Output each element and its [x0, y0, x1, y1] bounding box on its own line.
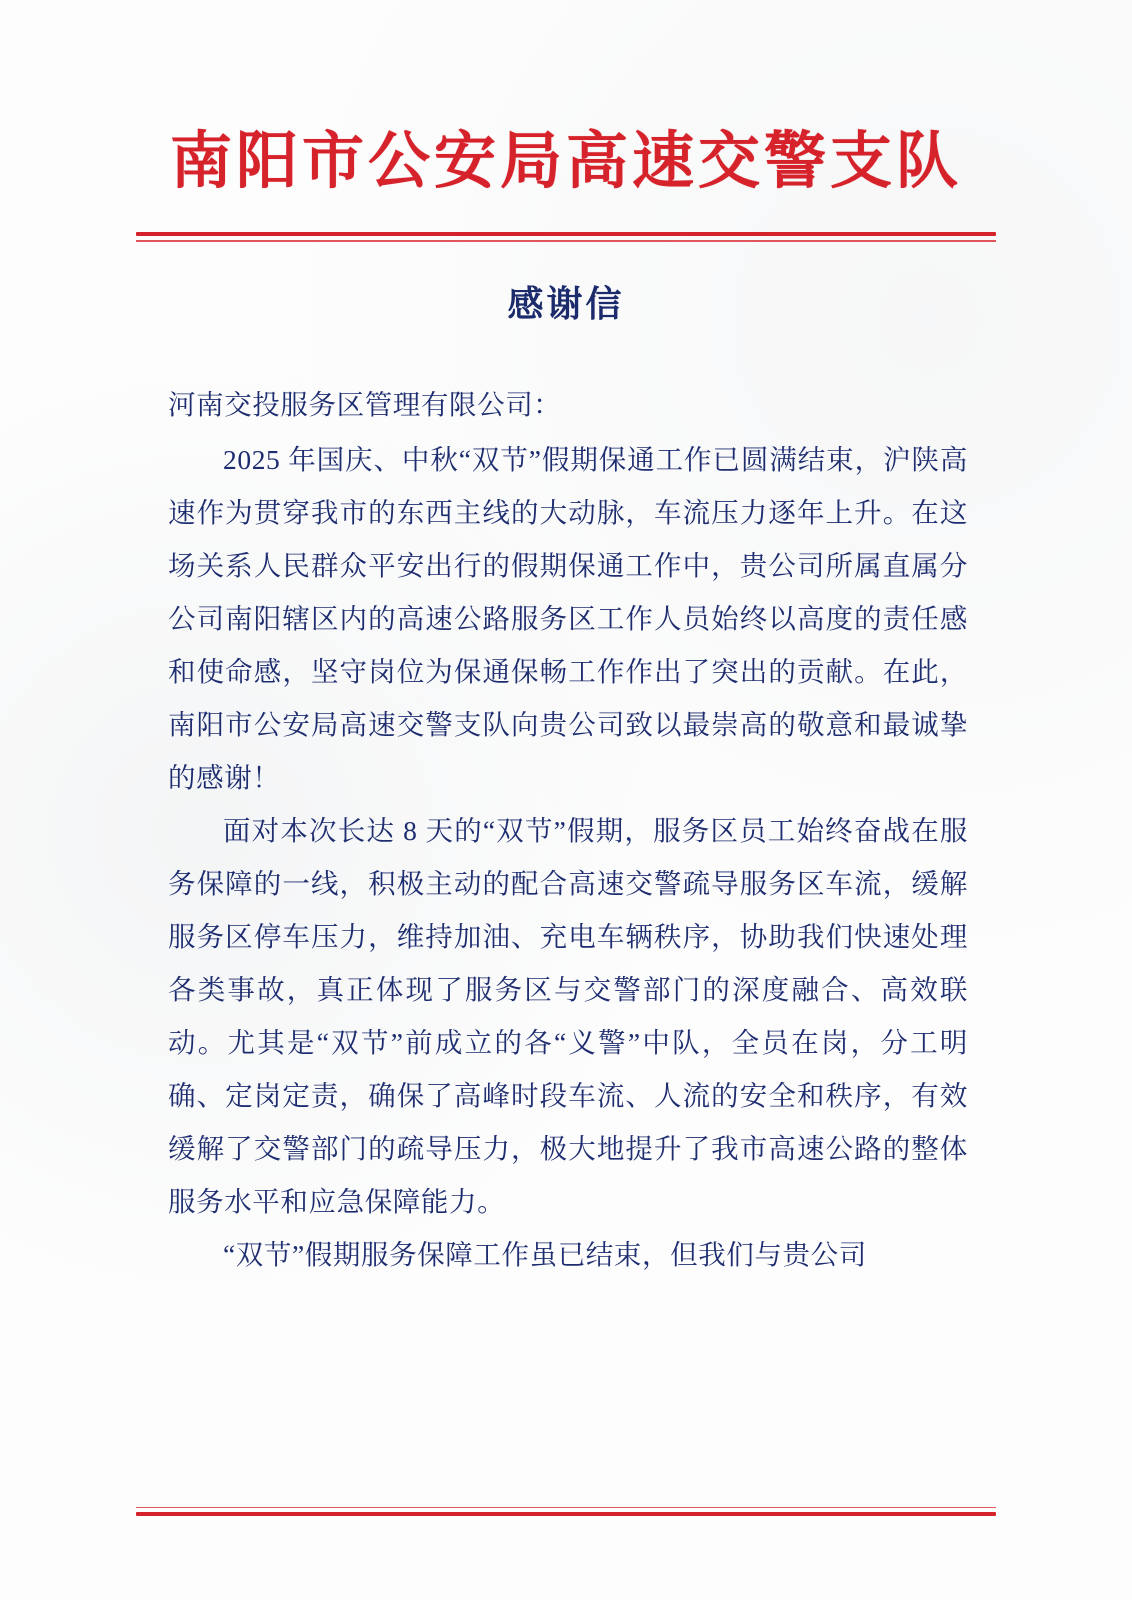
document-title: 感谢信	[507, 283, 625, 325]
letterhead-title: 南阳市公安局高速交警支队	[169, 124, 962, 197]
body-paragraph-3: “双节”假期服务保障工作虽已结束，但我们与贵公司	[223, 1239, 867, 1270]
footer-divider	[136, 1507, 996, 1517]
salutation: 河南交投服务区管理有限公司：	[168, 389, 562, 420]
footer-divider-thick-line	[136, 1512, 996, 1516]
divider-thick-line	[136, 232, 996, 236]
letter-body	[168, 378, 968, 1281]
letterhead-divider	[136, 232, 996, 242]
letterhead	[0, 124, 1132, 197]
body-paragraph-1: 2025 年国庆、中秋“双节”假期保通工作已圆满结束，沪陕高速作为贯穿我市的东西主线的大动脉，车流压力逐年上升。在这场关系人民群众平安出行的假期保通工作中，贵公司所属直属分公司南阳辖区内的高速公路服务区工作人员始终以高度的责任感和使命感，坚守岗位为保通保畅工作作出了突出的贡献。在此，南阳市公安局高速交警支队向贵公司致以最崇高的敬意和最诚挚的感谢！	[168, 444, 968, 793]
divider-thin-line	[136, 240, 996, 242]
footer-divider-thin-line	[136, 1507, 996, 1509]
body-paragraph-2: 面对本次长达 8 天的“双节”假期，服务区员工始终奋战在服务保障的一线，积极主动的配合高速交警疏导服务区车流，缓解服务区停车压力，维持加油、充电车辆秩序，协助我们快速处理各类事故，真正体现了服务区与交警部门的深度融合、高效联动。尤其是“双节”前成立的各“义警”中队，全员在岗，分工明确、定岗定责，确保了高峰时段车流、人流的安全和秩序，有效缓解了交警部门的疏导压力，极大地提升了我市高速公路的整体服务水平和应急保障能力。	[168, 815, 968, 1217]
